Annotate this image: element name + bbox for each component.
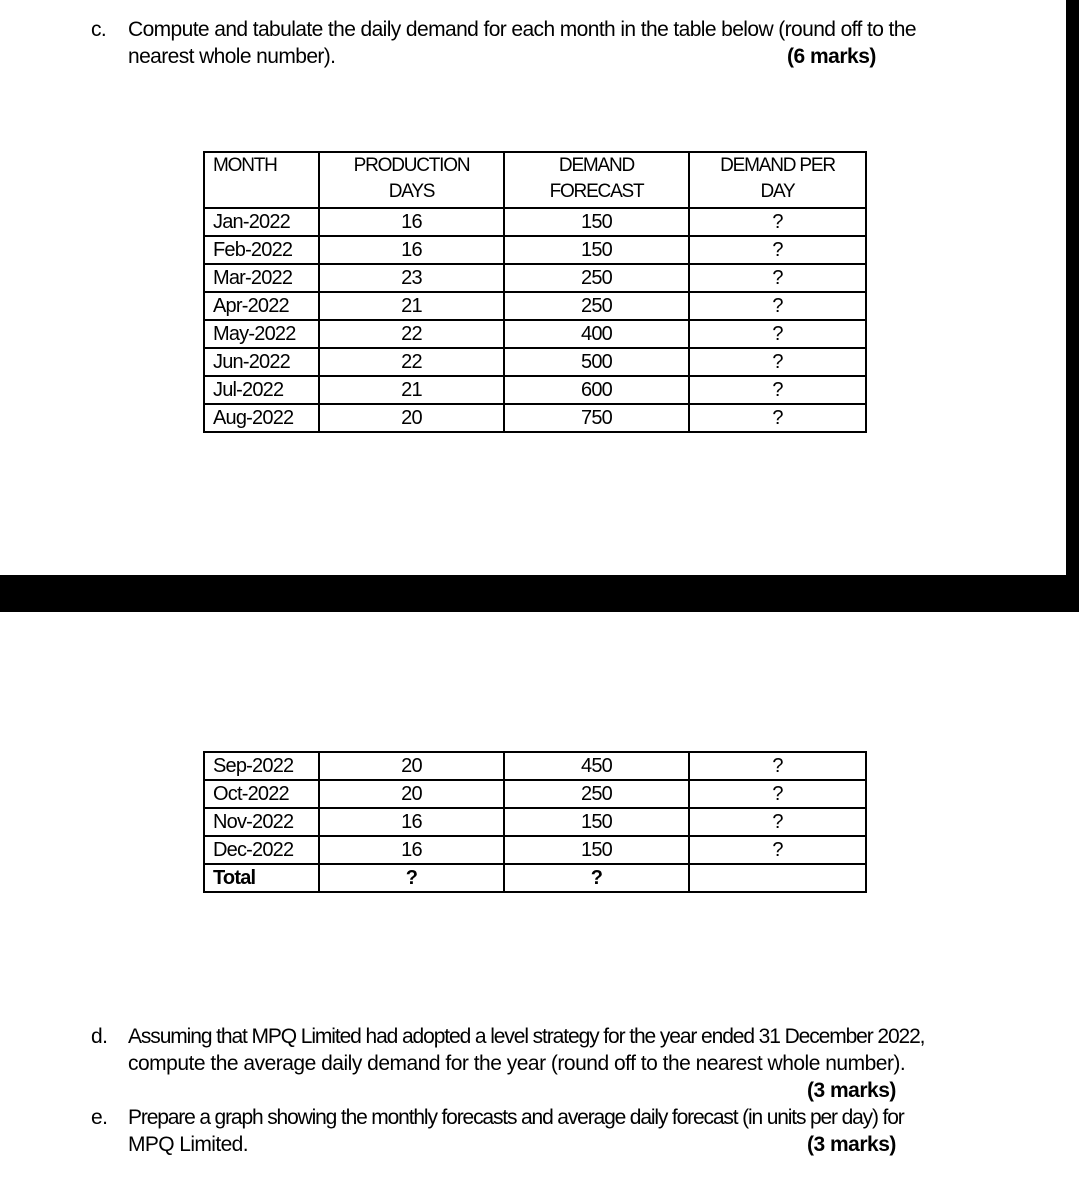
- table-row: [204, 292, 866, 320]
- cell-month: Sep-2022: [204, 752, 319, 780]
- cell-per-day: ?: [689, 404, 866, 432]
- cell-month: Mar-2022: [204, 264, 319, 292]
- cell-month: Oct-2022: [204, 780, 319, 808]
- screenshot-divider-bar: [0, 575, 1079, 612]
- cell-month: Jul-2022: [204, 376, 319, 404]
- cell-days: 22: [319, 348, 504, 376]
- cell-per-day: ?: [689, 808, 866, 836]
- header-month: MONTH: [204, 152, 319, 208]
- cell-forecast: 150: [504, 236, 689, 264]
- question-c-letter: c.: [91, 18, 107, 41]
- cell-forecast: 400: [504, 320, 689, 348]
- cell-days: 16: [319, 808, 504, 836]
- cell-total-days: ?: [319, 864, 504, 892]
- table-total-row: [204, 864, 866, 892]
- question-c-text-line2: nearest whole number).: [128, 45, 336, 68]
- cell-per-day: ?: [689, 236, 866, 264]
- question-d-text-line2: compute the average daily demand for the year (round off to the nearest whole number).: [128, 1052, 906, 1075]
- cell-days: 16: [319, 836, 504, 864]
- cell-days: 20: [319, 404, 504, 432]
- cell-month: Jun-2022: [204, 348, 319, 376]
- question-e-letter: e.: [91, 1106, 108, 1129]
- cell-per-day: ?: [689, 348, 866, 376]
- cell-month: Feb-2022: [204, 236, 319, 264]
- cell-days: 20: [319, 752, 504, 780]
- header-demand-per-day: DEMAND PER DAY: [689, 152, 866, 208]
- cell-forecast: 150: [504, 836, 689, 864]
- header-demand-forecast: DEMAND FORECAST: [504, 152, 689, 208]
- cell-forecast: 500: [504, 348, 689, 376]
- cell-days: 23: [319, 264, 504, 292]
- cell-forecast: 250: [504, 780, 689, 808]
- header-production-days: PRODUCTION DAYS: [319, 152, 504, 208]
- cell-month: Jan-2022: [204, 208, 319, 236]
- cell-forecast: 150: [504, 208, 689, 236]
- table-row: [204, 376, 866, 404]
- table-row: [204, 808, 866, 836]
- question-c-text-line1: Compute and tabulate the daily demand for each month in the table below (round off to the: [128, 18, 916, 41]
- table-row: [204, 348, 866, 376]
- cell-per-day: ?: [689, 376, 866, 404]
- cell-days: 21: [319, 292, 504, 320]
- cell-days: 22: [319, 320, 504, 348]
- cell-month: Apr-2022: [204, 292, 319, 320]
- cell-per-day: ?: [689, 208, 866, 236]
- cell-forecast: 750: [504, 404, 689, 432]
- table-row: [204, 780, 866, 808]
- table-row: [204, 836, 866, 864]
- cell-per-day: ?: [689, 292, 866, 320]
- cell-days: 20: [319, 780, 504, 808]
- question-e-text-line1: Prepare a graph showing the monthly forecasts and average daily forecast (in units per day) for: [128, 1106, 904, 1129]
- cell-forecast: 600: [504, 376, 689, 404]
- cell-forecast: 150: [504, 808, 689, 836]
- question-c-marks: (6 marks): [787, 45, 876, 68]
- question-e-marks: (3 marks): [807, 1133, 896, 1156]
- cell-days: 16: [319, 236, 504, 264]
- question-e-text-line2: MPQ Limited.: [128, 1133, 248, 1156]
- cell-per-day: ?: [689, 264, 866, 292]
- table-row: [204, 404, 866, 432]
- cell-total-per-day: [689, 864, 866, 892]
- table-row: [204, 264, 866, 292]
- table-row: [204, 752, 866, 780]
- cell-month: Nov-2022: [204, 808, 319, 836]
- cell-month: May-2022: [204, 320, 319, 348]
- cell-per-day: ?: [689, 780, 866, 808]
- cell-total-forecast: ?: [504, 864, 689, 892]
- demand-table-bottom: [203, 751, 867, 893]
- question-d-letter: d.: [91, 1025, 108, 1048]
- demand-table-top: [203, 151, 867, 433]
- table-row: [204, 208, 866, 236]
- cell-per-day: ?: [689, 752, 866, 780]
- question-d-marks: (3 marks): [807, 1079, 896, 1102]
- cell-forecast: 450: [504, 752, 689, 780]
- table-header-row: [204, 152, 866, 208]
- cell-days: 21: [319, 376, 504, 404]
- cell-forecast: 250: [504, 292, 689, 320]
- cell-forecast: 250: [504, 264, 689, 292]
- cell-month: Aug-2022: [204, 404, 319, 432]
- cell-month: Dec-2022: [204, 836, 319, 864]
- table-row: [204, 320, 866, 348]
- cell-per-day: ?: [689, 320, 866, 348]
- cell-total-label: Total: [204, 864, 319, 892]
- cell-days: 16: [319, 208, 504, 236]
- table-row: [204, 236, 866, 264]
- cell-per-day: ?: [689, 836, 866, 864]
- page-edge-strip: [1066, 0, 1079, 575]
- question-d-text-line1: Assuming that MPQ Limited had adopted a level strategy for the year ended 31 December 2022,: [128, 1025, 925, 1048]
